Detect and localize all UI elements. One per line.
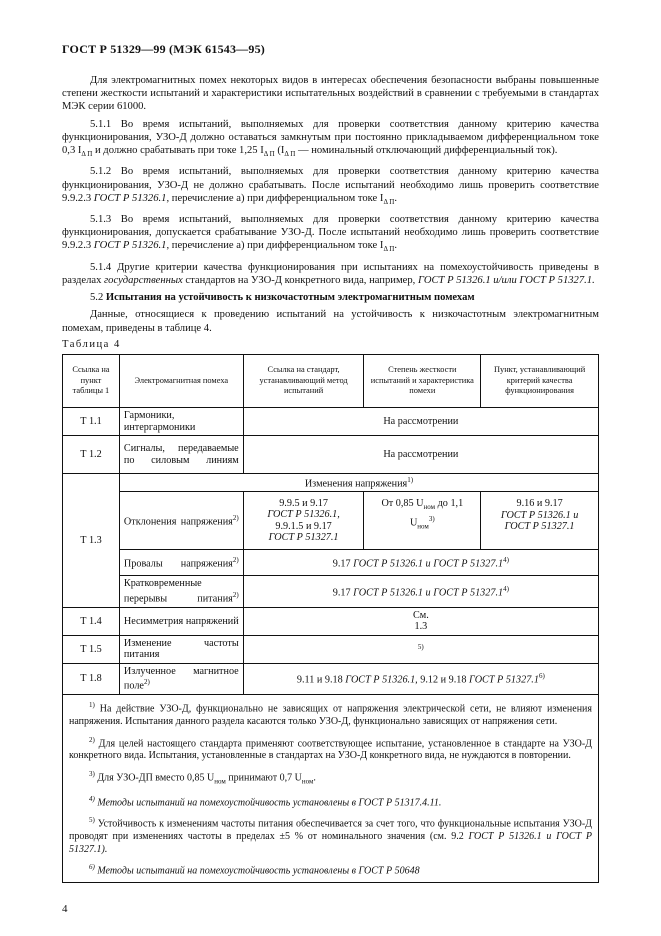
table-caption: Таблица 4	[62, 339, 121, 350]
note-5: $^{5)}$ Устойчивость к изменениям частоты питания обеспечивается за счет того, что функциональные испытания УЗО-Д проводят при изменениях частоты в пределах ±5 % от номинального значения (см. 9.2 ГОСТ Р 51326.1 и ГОСТ Р 51327.1).	[69, 816, 592, 855]
header-standard: Ссылка на стандарт, устанавливающий метод испытаний	[243, 355, 364, 408]
intro-paragraph: Для электромагнитных помех некоторых видов в интересах обеспечения безопасности выбраны повышенные степени жесткости испытаний и характеристики испытательных воздействий в сравнении с требуемыми в стандартах МЭК серии 61000.	[62, 75, 599, 113]
table-header-row	[63, 355, 599, 408]
header-ref: Ссылка на пункт таблицы 1	[63, 355, 120, 408]
header-severity: Степень жесткости испытаний и характеристика помехи	[364, 355, 481, 408]
paragraph-5-1-2: 5.1.2 Во время испытаний, выполняемых для проверки соответствия данному критерию качества функционирования, УЗО-Д не должно срабатывать. После испытаний необходимо лишь проверить соответствие 9.9.2.3 ГОСТ Р 51326.1, перечисление а) при дифференциальном токе $I_{\Delta П}$.	[62, 166, 599, 206]
note-6: $^{6)}$ Методы испытаний на помехоустойчивость установлены в ГОСТ Р 50648	[89, 863, 420, 877]
table-row: Т 1.1 Гармоники, интергармоники На рассмотрении	[63, 408, 599, 436]
table-row: Т 1.2 Сигналы, передаваемые по силовым линиям На рассмотрении	[63, 436, 599, 474]
table-notes-row	[63, 695, 599, 883]
table-row: Кратковременные перерывы питания$^{2)}$ 9.17 ГОСТ Р 51326.1 и ГОСТ Р 51327.1$^{4)}$	[63, 576, 599, 607]
note-2: $^{2)}$ Для целей настоящего стандарта применяют соответствующее испытание, установленное в стандарте на УЗО-Д конкретного вида. Испытания, установленные в стандартах на УЗО-Д конкретного вида, не нуждаются в повторении.	[69, 735, 592, 762]
section-5-2-heading: 5.2 Испытания на устойчивость к низкочастотным электромагнитным помехам	[90, 292, 475, 304]
paragraph-5-1-1: 5.1.1 Во время испытаний, выполняемых для проверки соответствия данному критерию качества функционирования, УЗО-Д должно оставаться замкнутым при постоянно прикладываемом дифференциальном токе 0,3 $I_{\Delta П}$ и должно срабатывать при токе 1,25 $I_{\Delta П}$ ($I_{\Delta П}$ — номинальный отключающий дифференциальный ток).	[62, 118, 599, 159]
page-number: 4	[62, 903, 68, 915]
paragraph-5-1-4: 5.1.4 Другие критерии качества функционирования при испытаниях на помехоустойчивость приведены в разделах государственных стандартов на УЗО-Д конкретного вида, например, ГОСТ Р 51326.1 и/или ГОСТ Р 51327.1.	[62, 261, 599, 286]
table-row: Т 1.4 Несимметрия напряжений См. 1.3	[63, 607, 599, 635]
body-text	[62, 74, 599, 339]
note-4: $^{4)}$ Методы испытаний на помехоустойчивость установлены в ГОСТ Р 51317.4.11.	[89, 794, 442, 808]
table-row: Провалы напряжения$^{2)}$ 9.17 ГОСТ Р 51326.1 и ГОСТ Р 51327.1$^{4)}$	[63, 550, 599, 576]
table-row: Т 1.3 Изменения напряжения$^{1)}$	[63, 474, 599, 492]
paragraph-5-2: Данные, относящиеся к проведению испытаний на устойчивость к низкочастотным электромагнитным помехам, приведены в таблице 4.	[62, 309, 599, 334]
paragraph-5-1-3: 5.1.3 Во время испытаний, выполняемых для проверки соответствия данному критерию качества функционирования, допускается срабатывание УЗО-Д. После испытаний необходимо лишь проверить соответствие 9.9.2.3 ГОСТ Р 51326.1, перечисление а) при дифференциальном токе $I_{\Delta П}$.	[62, 214, 599, 254]
note-3: $^{3)}$ Для УЗО-ДП вместо 0,85 $U_{ном}$ принимают 0,7 $U_{ном}$.	[89, 769, 316, 786]
table-row: Т 1.5 Изменение частоты питания $^{5)}$	[63, 635, 599, 663]
table-row: Т 1.8 Излученное магнитное поле$^{2)}$ 9.11 и 9.18 ГОСТ Р 51326.1, 9.12 и 9.18 ГОСТ Р 51327.1$^{6)}$	[63, 663, 599, 694]
table-4	[62, 354, 599, 883]
header-criterion: Пункт, устанавливающий критерий качества функционирования	[481, 355, 599, 408]
header-disturbance: Электромагнитная помеха	[119, 355, 243, 408]
note-1: $^{1)}$ На действие УЗО-Д, функционально не зависящих от напряжения электрической сети, не влияют изменения напряжения. Испытания данного раздела касаются только УЗО-Д, функционально зависящих от напряжения сети.	[69, 701, 592, 727]
table-row: Отклонения напряжения$^{2)}$ 9.9.5 и 9.17 ГОСТ Р 51326.1, 9.9.1.5 и 9.17 ГОСТ Р 51327.1 От 0,85 $U_{ном}$ до 1,1 $U_{ном}^{3)}$ 9.16 и 9.17 ГОСТ Р 51326.1 и ГОСТ Р 51327.1	[63, 492, 599, 550]
page-header: ГОСТ Р 51329—99 (МЭК 61543—95)	[62, 42, 265, 56]
table-notes	[63, 695, 599, 883]
